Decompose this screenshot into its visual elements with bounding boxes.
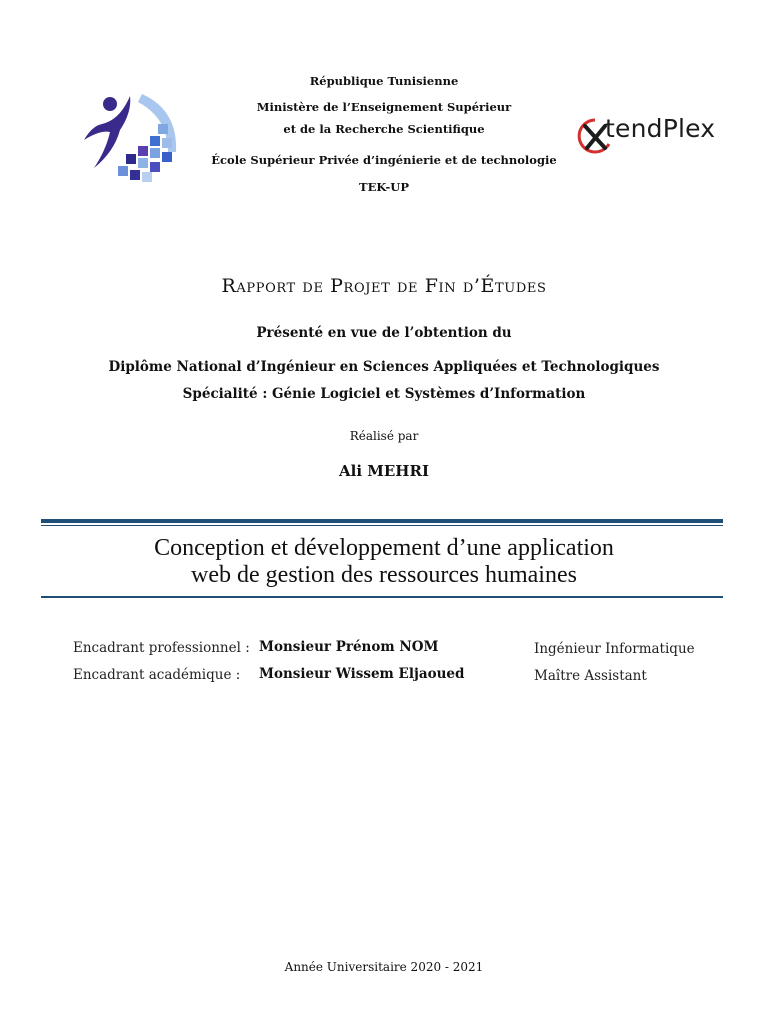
- bottom-rule: [41, 596, 723, 598]
- supervisor-pro-name: Monsieur Prénom NOM: [259, 639, 439, 655]
- ministry-line-2: et de la Recherche Scientifique: [283, 122, 485, 136]
- diploma-line: Diplôme National d’Ingénieur en Sciences Appliquées et Technologiques: [108, 359, 660, 375]
- supervisor-pro-role: Ingénieur Informatique: [534, 641, 695, 657]
- university-logo-icon: [80, 90, 184, 184]
- academic-year: Année Universitaire 2020 - 2021: [284, 960, 484, 974]
- top-rule-thick: [41, 519, 723, 523]
- author-name: Ali MEHRI: [339, 462, 429, 480]
- supervisor-academic-name: Monsieur Wissem Eljaoued: [259, 666, 465, 682]
- presented-for: Présenté en vue de l’obtention du: [256, 325, 512, 341]
- report-title: Rapport de Projet de Fin d’Études: [221, 275, 547, 297]
- country-line: République Tunisienne: [309, 74, 459, 88]
- realised-by: Réalisé par: [349, 429, 419, 443]
- xtendplex-logo-text: tendPlex: [605, 114, 716, 143]
- supervisor-pro-label: Encadrant professionnel :: [73, 640, 250, 656]
- xtendplex-logo: [575, 112, 735, 156]
- top-rule-thin: [41, 525, 723, 526]
- project-title-line-2: web de gestion des ressources humaines: [191, 562, 577, 588]
- supervisor-academic-label: Encadrant académique :: [73, 667, 241, 683]
- project-title-line-1: Conception et développement d’une application: [154, 535, 614, 561]
- school-line: École Supérieur Privée d’ingénierie et de technologie: [211, 153, 557, 167]
- speciality-line: Spécialité : Génie Logiciel et Systèmes d’Information: [182, 386, 586, 402]
- school-acronym: TEK-UP: [359, 180, 409, 194]
- ministry-line: Ministère de l’Enseignement Supérieur: [256, 100, 512, 114]
- supervisor-academic-role: Maître Assistant: [534, 668, 647, 684]
